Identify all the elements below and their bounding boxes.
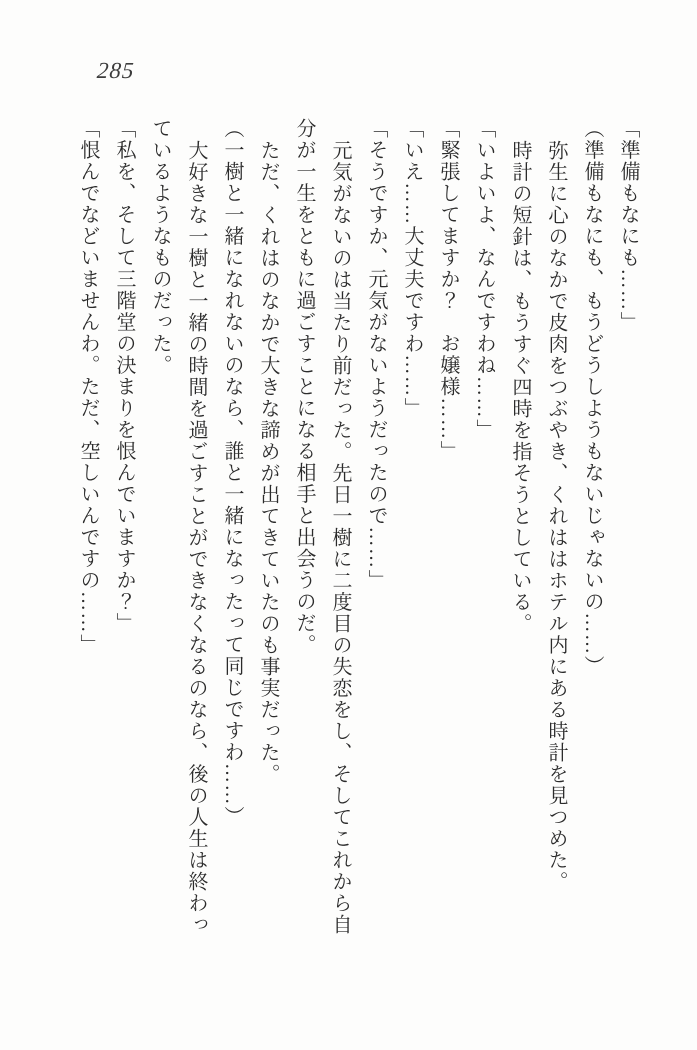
text-column-8: 「そうですか、元気がないようだったので……」 [365, 118, 387, 591]
text-column-12: （一樹と一緒になれないのなら、誰と一緒になったって同じですわ……） [221, 118, 243, 828]
text-column-5: 「いよいよ、なんですわね……」 [473, 118, 495, 441]
text-block [70, 118, 646, 956]
text-column-4: 時計の短針は、もうすぐ四時を指そうとしている。 [509, 139, 531, 634]
text-column-11: ただ、くれはのなかで大きな諦めが出てきていたのも事実だった。 [257, 139, 279, 785]
text-column-13: 大好きな一樹と一緒の時間を過ごすことができなくなるのなら、後の人生は終わっ [185, 139, 207, 935]
text-column-6: 「緊張してますか？ お嬢様……」 [437, 118, 459, 462]
text-column-16: 「恨んでなどいませんわ。ただ、空しいんですの……」 [77, 118, 99, 656]
text-column-1: 「準備もなにも……」 [617, 118, 639, 333]
text-column-3: 弥生に心のなかで皮肉をつぶやき、くれははホテル内にある時計を見つめた。 [545, 139, 567, 892]
page-number: 285 [96, 58, 136, 83]
text-column-14: ているようなものだった。 [149, 118, 171, 376]
text-column-15: 「私を、そして三階堂の決まりを恨んでいますか？」 [113, 118, 135, 634]
text-column-10: 分が一生をともに過ごすことになる相手と出会うのだ。 [293, 118, 315, 656]
text-column-2: （準備もなにも、もうどうしようもないじゃないの……） [581, 118, 603, 677]
text-column-7: 「いえ……大丈夫ですわ……」 [401, 118, 423, 419]
text-column-9: 元気がないのは当たり前だった。先日一樹に二度目の失恋をし、そしてこれから自 [329, 139, 351, 935]
